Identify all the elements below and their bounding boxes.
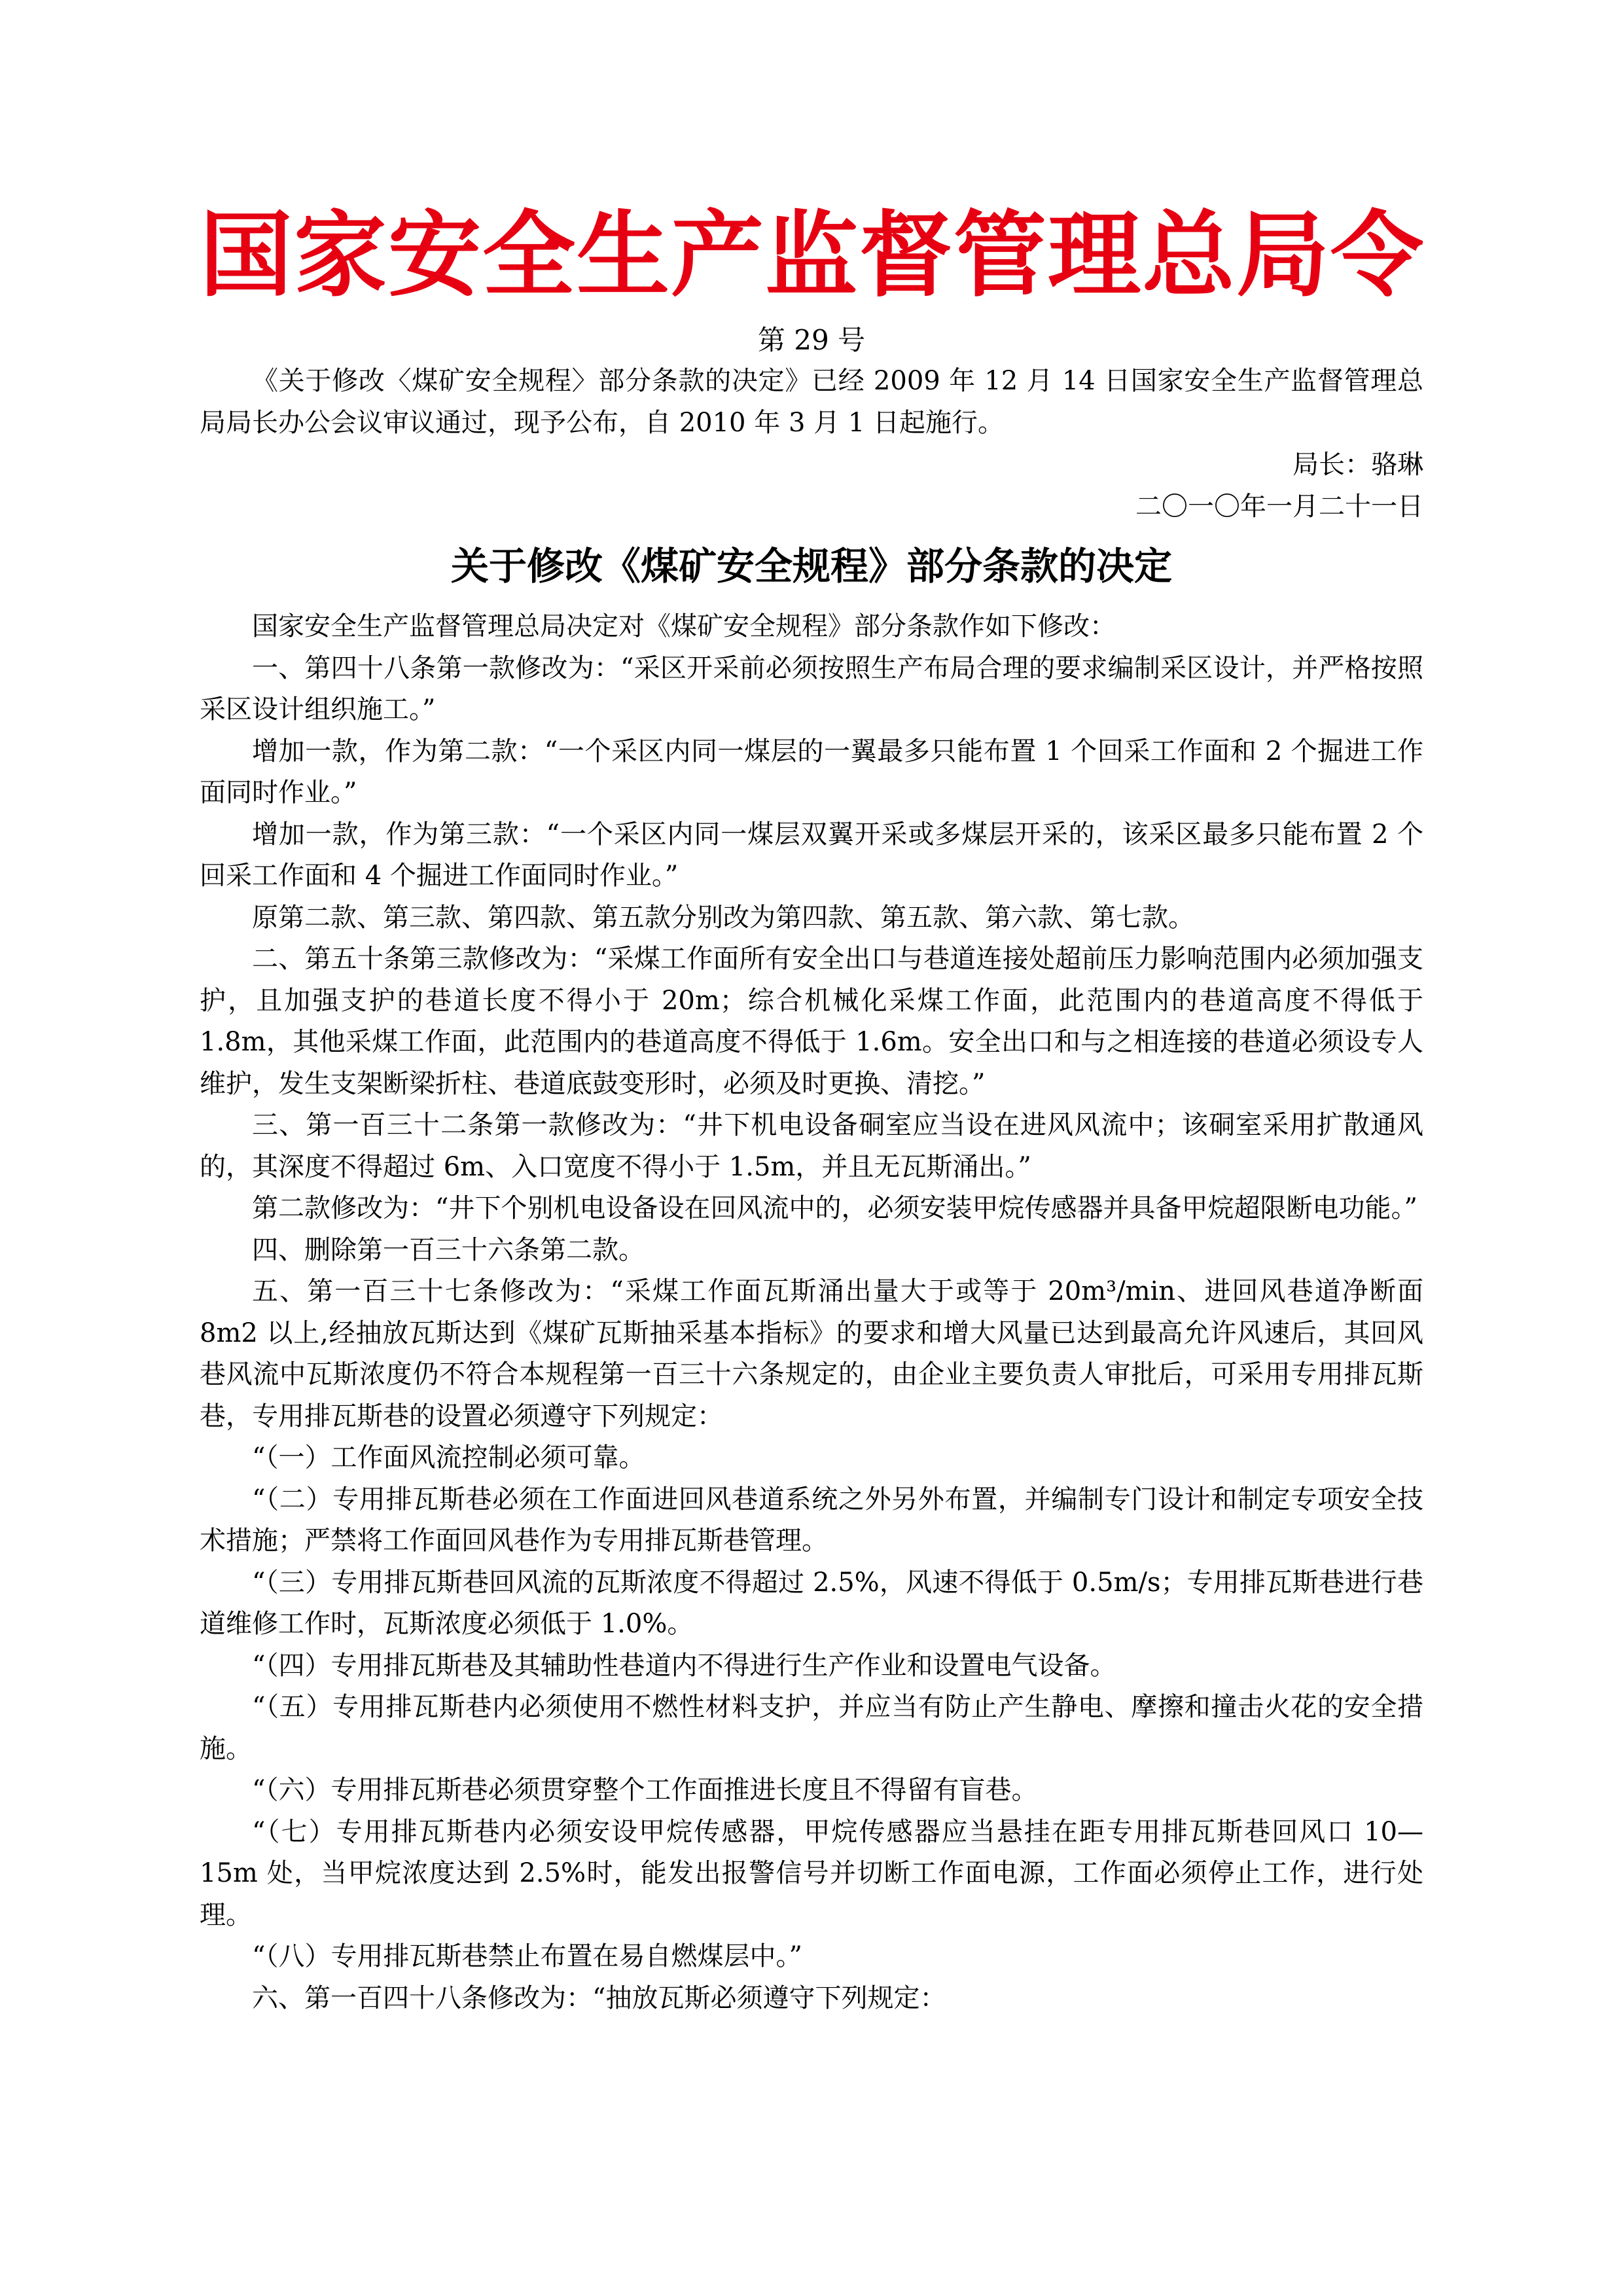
paragraph: “（一）工作面风流控制必须可靠。: [252, 1443, 645, 1473]
signature-date: 二〇一〇年一月二十一日: [1135, 492, 1423, 522]
paragraph: “（七）专用排瓦斯巷内必须安设甲烷传感器，甲烷传感器应当悬挂在距专用排瓦斯巷回风口 10—15m 处，当甲烷浓度达到 2.5%时，能发出报警信号并切断工作面电源，工作面必须停止工作，进行处理。: [200, 1816, 1423, 1930]
paragraph: “（三）专用排瓦斯巷回风流的瓦斯浓度不得超过 2.5%，风速不得低于 0.5m/s；专用排瓦斯巷进行巷道维修工作时，瓦斯浓度必须低于 1.0%。: [200, 1567, 1423, 1639]
paragraph: 二、第五十条第三款修改为：“采煤工作面所有安全出口与巷道连接处超前压力影响范围内必须加强支护，且加强支护的巷道长度不得小于 20m；综合机械化采煤工作面，此范围内的巷道高度不得低于 1.8m，其他采煤工作面，此范围内的巷道高度不得低于 1.6m。安全出口和与之相连接的巷道必须设专人维护，发生支架断梁折柱、巷道底鼓变形时，必须及时更换、清挖。”: [200, 944, 1423, 1099]
signature: 局长：骆琳: [1293, 450, 1423, 480]
paragraph: 一、第四十八条第一款修改为：“采区开采前必须按照生产布局合理的要求编制采区设计，并严格按照采区设计组织施工。”: [200, 653, 1423, 725]
paragraph: 第二款修改为：“井下个别机电设备设在回风流中的，必须安装甲烷传感器并具备甲烷超限断电功能。”: [252, 1193, 1418, 1223]
document-number: 第 29 号: [757, 324, 866, 356]
document-page: [200, 0, 1423, 2019]
paragraph: 增加一款，作为第三款：“一个采区内同一煤层双翼开采或多煤层开采的，该采区最多只能布置 2 个回采工作面和 4 个掘进工作面同时作业。”: [200, 819, 1423, 891]
paragraph: “（五）专用排瓦斯巷内必须使用不燃性材料支护，并应当有防止产生静电、摩擦和撞击火花的安全措施。: [200, 1692, 1423, 1764]
paragraph: 国家安全生产监督管理总局决定对《煤矿安全规程》部分条款作如下修改：: [252, 611, 1116, 641]
paragraph: 四、删除第一百三十六条第二款。: [252, 1234, 645, 1265]
masthead-title: 国家安全生产监督管理总局令: [200, 201, 1425, 310]
paragraph: 三、第一百三十二条第一款修改为：“井下机电设备硐室应当设在进风风流中；该硐室采用扩散通风的，其深度不得超过 6m、入口宽度不得小于 1.5m，并且无瓦斯涌出。”: [200, 1110, 1423, 1182]
paragraph: 原第二款、第三款、第四款、第五款分别改为第四款、第五款、第六款、第七款。: [252, 902, 1194, 933]
decision-title: 关于修改《煤矿安全规程》部分条款的决定: [450, 544, 1172, 588]
promulgation-text: 《关于修改〈煤矿安全规程〉部分条款的决定》已经 2009 年 12 月 14 日国家安全生产监督管理总局局长办公会议审议通过，现予公布，自 2010 年 3 月 1 日起施行。: [200, 366, 1423, 438]
paragraph: “（二）专用排瓦斯巷必须在工作面进回风巷道系统之外另外布置，并编制专门设计和制定专项安全技术措施；严禁将工作面回风巷作为专用排瓦斯巷管理。: [200, 1484, 1423, 1556]
paragraph: “（八）专用排瓦斯巷禁止布置在易自燃煤层中。”: [252, 1941, 802, 1971]
paragraph: 六、第一百四十八条修改为：“抽放瓦斯必须遵守下列规定：: [252, 1982, 946, 2013]
paragraph: 增加一款，作为第二款：“一个采区内同一煤层的一翼最多只能布置 1 个回采工作面和 2 个掘进工作面同时作业。”: [200, 736, 1423, 808]
decision-body: [200, 606, 1423, 2019]
paragraph: 五、第一百三十七条修改为：“采煤工作面瓦斯涌出量大于或等于 20m³/min、进回风巷道净断面 8m2 以上,经抽放瓦斯达到《煤矿瓦斯抽采基本指标》的要求和增大风量已达到最高允许风速后，其回风巷风流中瓦斯浓度仍不符合本规程第一百三十六条规定的，由企业主要负责人审批后，可采用专用排瓦斯巷，专用排瓦斯巷的设置必须遵守下列规定：: [200, 1276, 1423, 1431]
paragraph: “（六）专用排瓦斯巷必须贯穿整个工作面推进长度且不得留有盲巷。: [252, 1775, 1038, 1805]
paragraph: “（四）专用排瓦斯巷及其辅助性巷道内不得进行生产作业和设置电气设备。: [252, 1650, 1116, 1681]
